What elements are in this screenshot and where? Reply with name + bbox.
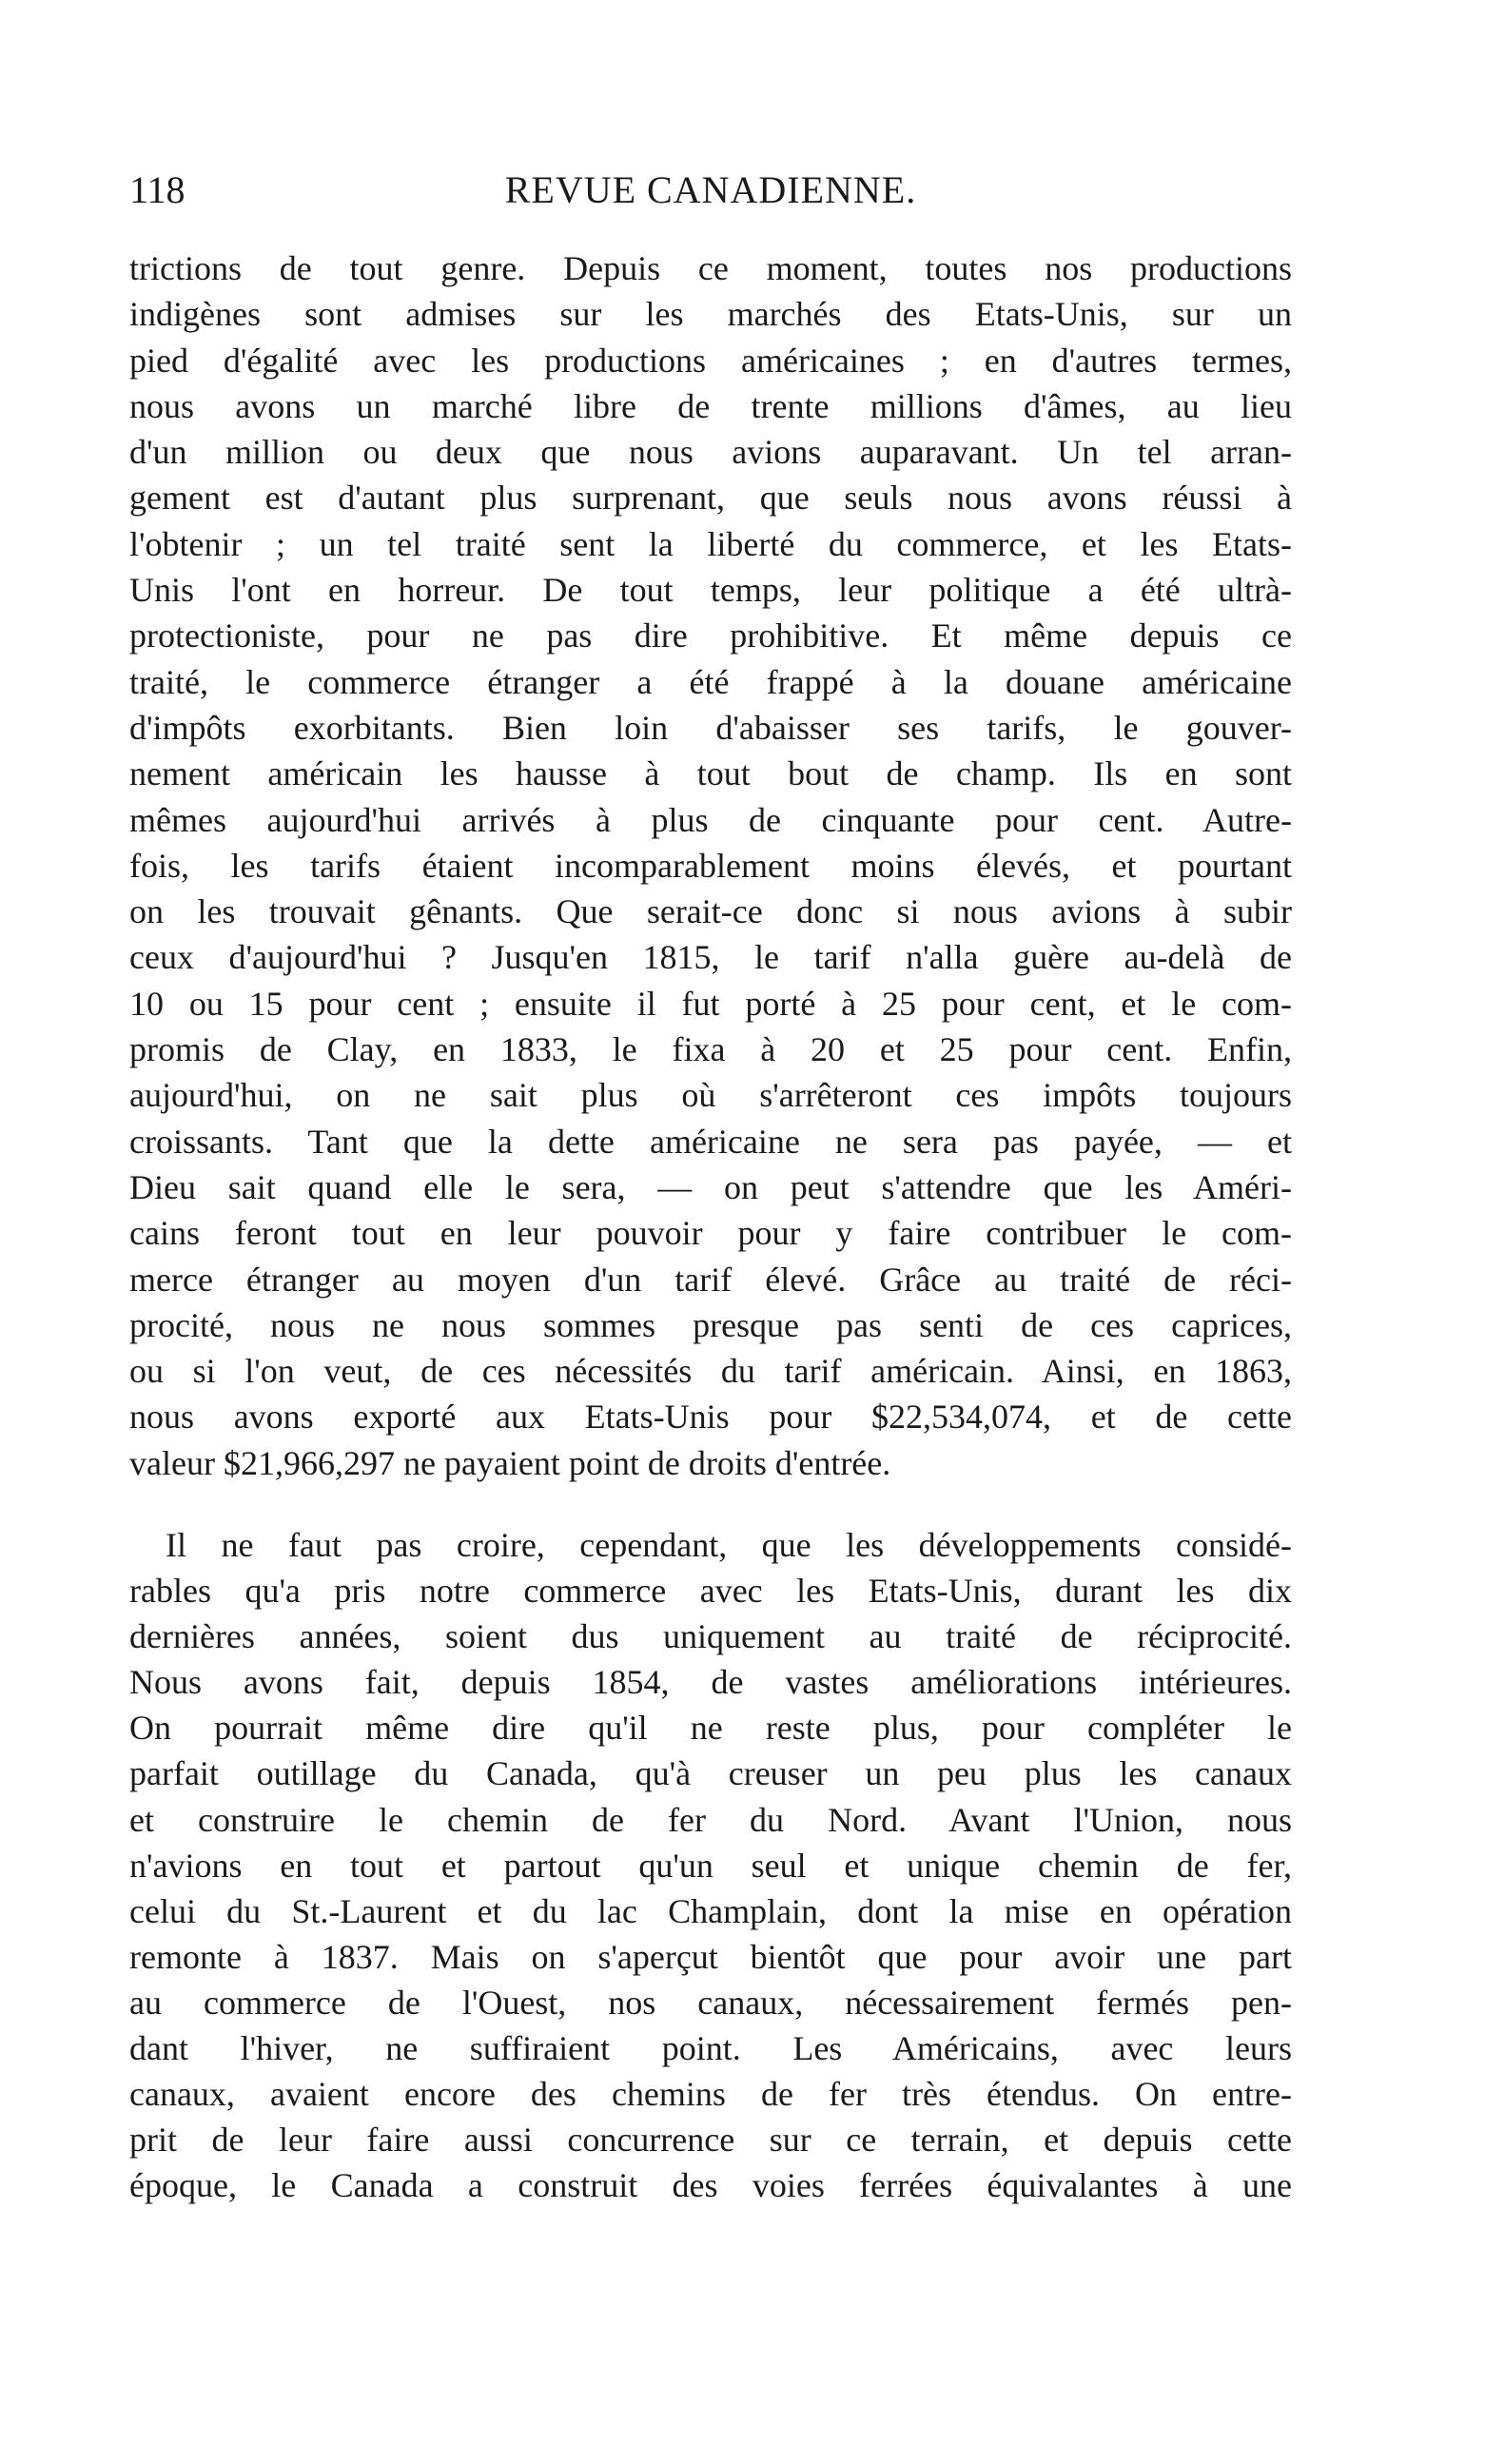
text-line: et construire le chemin de fer du Nord. Avant l'Union, nous	[129, 1800, 1292, 1839]
text-line: mêmes aujourd'hui arrivés à plus de cinquante pour cent. Autre-	[129, 800, 1292, 839]
text-line: gement est d'autant plus surprenant, que seuls nous avons réussi à	[129, 479, 1292, 518]
text-line: époque, le Canada a construit des voies ferrées équivalantes à une	[129, 2166, 1292, 2205]
text-line: parfait outillage du Canada, qu'à creuser un peu plus les canaux	[129, 1754, 1292, 1793]
text-line: Dieu sait quand elle le sera, — on peut s'attendre que les Améri-	[129, 1167, 1292, 1206]
text-line: aujourd'hui, on ne sait plus où s'arrêteront ces impôts toujours	[129, 1076, 1292, 1115]
text-line: nous avons exporté aux Etats-Unis pour $22,534,074, et de cette	[129, 1398, 1292, 1437]
text-line: cains feront tout en leur pouvoir pour y faire contribuer le com-	[129, 1214, 1292, 1253]
text-line: pied d'égalité avec les productions américaines ; en d'autres termes,	[129, 341, 1292, 380]
text-line: prit de leur faire aussi concurrence sur ce terrain, et depuis cette	[129, 2121, 1292, 2160]
text-line: d'impôts exorbitants. Bien loin d'abaisser ses tarifs, le gouver-	[129, 708, 1292, 747]
page-number: 118	[129, 168, 186, 211]
text-line: nous avons un marché libre de trente millions d'âmes, au lieu	[129, 386, 1292, 425]
text-line: valeur $21,966,297 ne payaient point de droits d'entrée.	[129, 1443, 891, 1482]
paragraph-continued	[129, 245, 1292, 1486]
text-line: On pourrait même dire qu'il ne reste plus, pour compléter le	[129, 1709, 1292, 1748]
text-line: canaux, avaient encore des chemins de fer très étendus. On entre-	[129, 2075, 1292, 2114]
text-line: merce étranger au moyen d'un tarif élevé. Grâce au traité de réci-	[129, 1260, 1292, 1299]
text-line: trictions de tout genre. Depuis ce moment, toutes nos productions	[129, 249, 1292, 287]
text-line: Unis l'ont en horreur. De tout temps, leur politique a été ultrà-	[129, 571, 1292, 610]
text-line: procité, nous ne nous sommes presque pas senti de ces caprices,	[129, 1305, 1292, 1344]
text-line: remonte à 1837. Mais on s'aperçut bientôt que pour avoir une part	[129, 1937, 1292, 1976]
text-line: n'avions en tout et partout qu'un seul et unique chemin de fer,	[129, 1846, 1292, 1885]
text-line: fois, les tarifs étaient incomparablement moins élevés, et pourtant	[129, 846, 1292, 885]
text-line: Il ne faut pas croire, cependant, que les développements considé-	[166, 1526, 1292, 1564]
text-line: celui du St.-Laurent et du lac Champlain, dont la mise en opération	[129, 1891, 1292, 1930]
text-line: 10 ou 15 pour cent ; ensuite il fut porté à 25 pour cent, et le com-	[129, 984, 1292, 1023]
text-line: rables qu'a pris notre commerce avec les Etats-Unis, durant les dix	[129, 1572, 1292, 1611]
paragraph-new	[129, 1522, 1292, 2208]
journal-title: REVUE CANADIENNE.	[504, 168, 917, 211]
running-head	[129, 162, 1292, 219]
text-line: croissants. Tant que la dette américaine ne sera pas payée, — et	[129, 1122, 1292, 1161]
text-line: Nous avons fait, depuis 1854, de vastes améliorations intérieures.	[129, 1663, 1292, 1702]
text-line: au commerce de l'Ouest, nos canaux, nécessairement fermés pen-	[129, 1983, 1292, 2022]
text-line: nement américain les hausse à tout bout de champ. Ils en sont	[129, 754, 1292, 793]
text-line: dernières années, soient dus uniquement au traité de réciprocité.	[129, 1617, 1292, 1656]
text-line: protectioniste, pour ne pas dire prohibitive. Et même depuis ce	[129, 616, 1292, 655]
text-line: promis de Clay, en 1833, le fixa à 20 et 25 pour cent. Enfin,	[129, 1030, 1292, 1069]
text-line: l'obtenir ; un tel traité sent la liberté du commerce, et les Etats-	[129, 524, 1292, 563]
text-line: d'un million ou deux que nous avions auparavant. Un tel arran-	[129, 433, 1292, 472]
text-line: ou si l'on veut, de ces nécessités du tarif américain. Ainsi, en 1863,	[129, 1352, 1292, 1391]
text-line: indigènes sont admises sur les marchés des Etats-Unis, sur un	[129, 295, 1292, 334]
text-line: dant l'hiver, ne suffiraient point. Les Américains, avec leurs	[129, 2029, 1292, 2068]
text-line: traité, le commerce étranger a été frappé à la douane américaine	[129, 662, 1292, 701]
text-line: ceux d'aujourd'hui ? Jusqu'en 1815, le tarif n'alla guère au-delà de	[129, 938, 1292, 977]
text-line: on les trouvait gênants. Que serait-ce donc si nous avions à subir	[129, 892, 1292, 931]
